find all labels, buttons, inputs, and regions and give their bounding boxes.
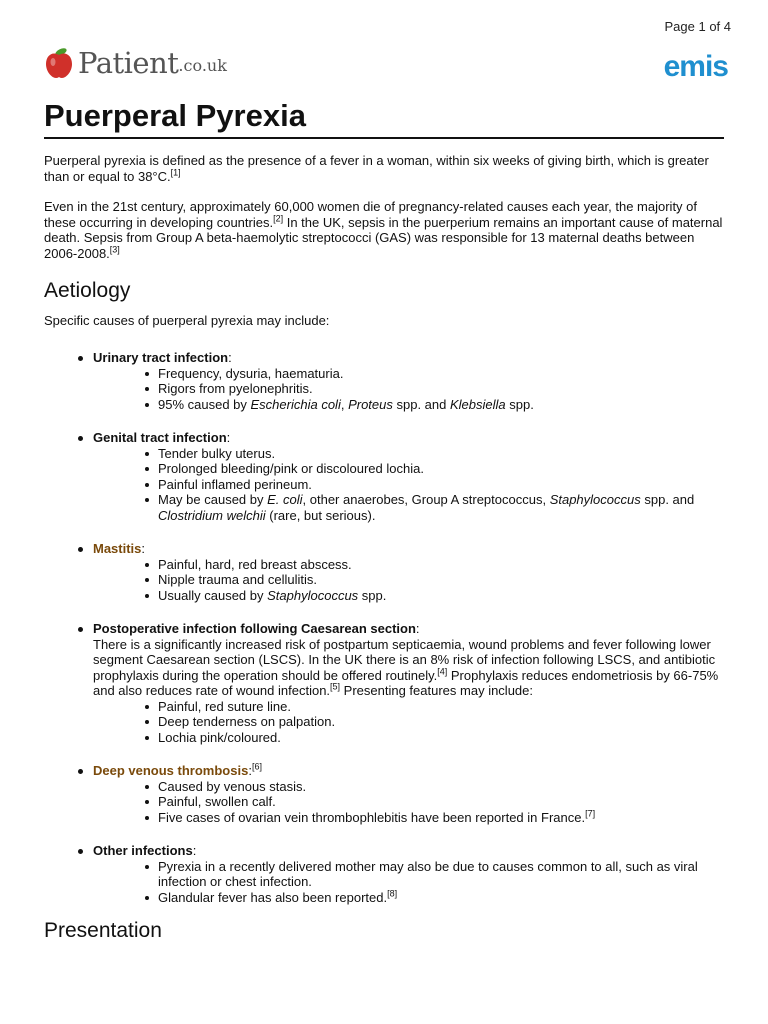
colon: : bbox=[248, 763, 252, 778]
page-title: Puerperal Pyrexia bbox=[44, 97, 724, 139]
colon: : bbox=[415, 621, 420, 636]
list-item-mastitis bbox=[93, 541, 728, 603]
organism: Proteus bbox=[348, 396, 393, 412]
reference-5[interactable]: [5] bbox=[330, 681, 341, 692]
list-item: Rigors from pyelonephritis. bbox=[158, 381, 728, 397]
reference-7[interactable]: [7] bbox=[585, 808, 596, 819]
list-item-postop bbox=[93, 621, 728, 745]
list-item bbox=[158, 588, 728, 604]
uti-sublist bbox=[93, 366, 728, 413]
reference-6[interactable]: [6] bbox=[251, 761, 262, 772]
text: spp. and bbox=[392, 396, 450, 412]
genital-label: Genital tract infection bbox=[93, 430, 227, 445]
organism: E. coli bbox=[267, 492, 303, 507]
other-label: Other infections bbox=[93, 843, 193, 858]
list-item: Painful, red suture line. bbox=[158, 699, 728, 715]
list-item-other bbox=[93, 843, 728, 905]
mastitis-link[interactable]: Mastitis bbox=[93, 541, 142, 556]
aetiology-heading: Aetiology bbox=[44, 279, 131, 302]
list-item: Deep tenderness on palpation. bbox=[158, 714, 728, 730]
organism: Clostridium welchii bbox=[158, 507, 266, 523]
emis-logo[interactable] bbox=[664, 50, 728, 84]
apple-icon bbox=[44, 45, 74, 79]
presentation-heading: Presentation bbox=[44, 919, 162, 942]
reference-3[interactable]: [3] bbox=[109, 244, 120, 255]
reference-2[interactable]: [2] bbox=[273, 213, 284, 224]
list-item: Prolonged bleeding/pink or discoloured lochia. bbox=[158, 461, 728, 477]
organism: Escherichia coli bbox=[250, 396, 341, 412]
dvt-link[interactable]: Deep venous thrombosis bbox=[93, 763, 249, 778]
dvt-sublist bbox=[93, 779, 728, 826]
page-indicator: Page 1 of 4 bbox=[664, 19, 731, 34]
text: spp. bbox=[505, 396, 534, 412]
postop-description bbox=[93, 637, 728, 699]
reference-1[interactable]: [1] bbox=[170, 167, 181, 178]
text: Usually caused by bbox=[158, 587, 268, 603]
intro-paragraph-2 bbox=[44, 199, 728, 261]
colon: : bbox=[192, 843, 197, 858]
organism: Klebsiella bbox=[450, 396, 506, 412]
text: May be caused by bbox=[158, 492, 268, 507]
list-item bbox=[158, 890, 728, 906]
other-sublist bbox=[93, 859, 728, 906]
logo-suffix: .co.uk bbox=[178, 56, 227, 75]
list-item: Tender bulky uterus. bbox=[158, 446, 728, 462]
text: , other anaerobes, Group A streptococcus, bbox=[302, 492, 550, 507]
causes-list bbox=[44, 350, 728, 905]
text: spp. and bbox=[640, 492, 695, 507]
text: Prophylaxis reduces endometriosis by 66-75% and also reduces rate of wound infection. bbox=[93, 667, 719, 698]
text: Five cases of ovarian vein thrombophlebitis have been reported in France. bbox=[158, 809, 586, 825]
organism: Staphylococcus bbox=[549, 492, 641, 507]
text: 95% caused by bbox=[158, 396, 251, 412]
postop-sublist bbox=[93, 699, 728, 746]
intro-p1-text: Puerperal pyrexia is defined as the presence of a fever in a woman, within six weeks of giving birth, which is greater than or equal to 38°C. bbox=[44, 153, 709, 184]
colon: : bbox=[226, 430, 231, 445]
text: , bbox=[340, 396, 349, 412]
colon: : bbox=[228, 350, 232, 365]
list-item: Painful, swollen calf. bbox=[158, 794, 728, 810]
text: Glandular fever has also been reported. bbox=[158, 889, 388, 905]
text: There is a significantly increased risk of postpartum septicaemia, wound problems and fever following lower segment Caesarean section (LSCS). In the UK there is an 8% risk of infection following LSCS, and antibiotic prophylaxis during the operation should be offered routinely. bbox=[93, 636, 716, 683]
list-item: Caused by venous stasis. bbox=[158, 779, 728, 795]
emis-text: emis bbox=[663, 50, 728, 83]
organism: Staphylococcus bbox=[267, 587, 359, 603]
uti-label: Urinary tract infection bbox=[93, 350, 229, 365]
intro-p2-text-a: Even in the 21st century, approximately 60,000 women die of pregnancy-related causes each year, the majority of these occurring in developing countries. bbox=[44, 199, 698, 230]
article-body bbox=[44, 153, 728, 953]
list-item-dvt bbox=[93, 763, 728, 825]
list-item: Lochia pink/coloured. bbox=[158, 730, 728, 746]
intro-paragraph-1 bbox=[44, 153, 728, 184]
list-item: Pyrexia in a recently delivered mother may also be due to causes common to all, such as viral infection or chest infection. bbox=[158, 859, 728, 890]
reference-4[interactable]: [4] bbox=[437, 666, 448, 677]
postop-label: Postoperative infection following Caesarean section bbox=[93, 621, 416, 636]
text: Presenting features may include: bbox=[340, 683, 533, 698]
list-item-genital bbox=[93, 430, 728, 523]
colon: : bbox=[141, 541, 146, 556]
text: spp. bbox=[358, 587, 387, 603]
list-item: Painful inflamed perineum. bbox=[158, 477, 728, 493]
patient-logo[interactable] bbox=[44, 45, 227, 79]
list-item: Frequency, dysuria, haematuria. bbox=[158, 366, 728, 382]
reference-8[interactable]: [8] bbox=[387, 888, 398, 899]
logo-text: Patient bbox=[78, 46, 179, 80]
list-item: Nipple trauma and cellulitis. bbox=[158, 572, 728, 588]
list-item-uti bbox=[93, 350, 728, 412]
list-item bbox=[158, 397, 728, 413]
intro-p2-text-b: In the UK, sepsis in the puerperium remains an important cause of maternal death. Sepsis from Group A beta-haemolytic streptococci (GAS) was responsible for 13 maternal deaths between 2006-2008. bbox=[44, 214, 723, 261]
genital-sublist bbox=[93, 446, 728, 524]
mastitis-sublist bbox=[93, 557, 728, 604]
aetiology-lead: Specific causes of puerperal pyrexia may include: bbox=[44, 312, 330, 328]
list-item bbox=[158, 810, 728, 826]
text: (rare, but serious). bbox=[265, 507, 376, 523]
list-item bbox=[158, 492, 728, 523]
list-item: Painful, hard, red breast abscess. bbox=[158, 557, 728, 573]
